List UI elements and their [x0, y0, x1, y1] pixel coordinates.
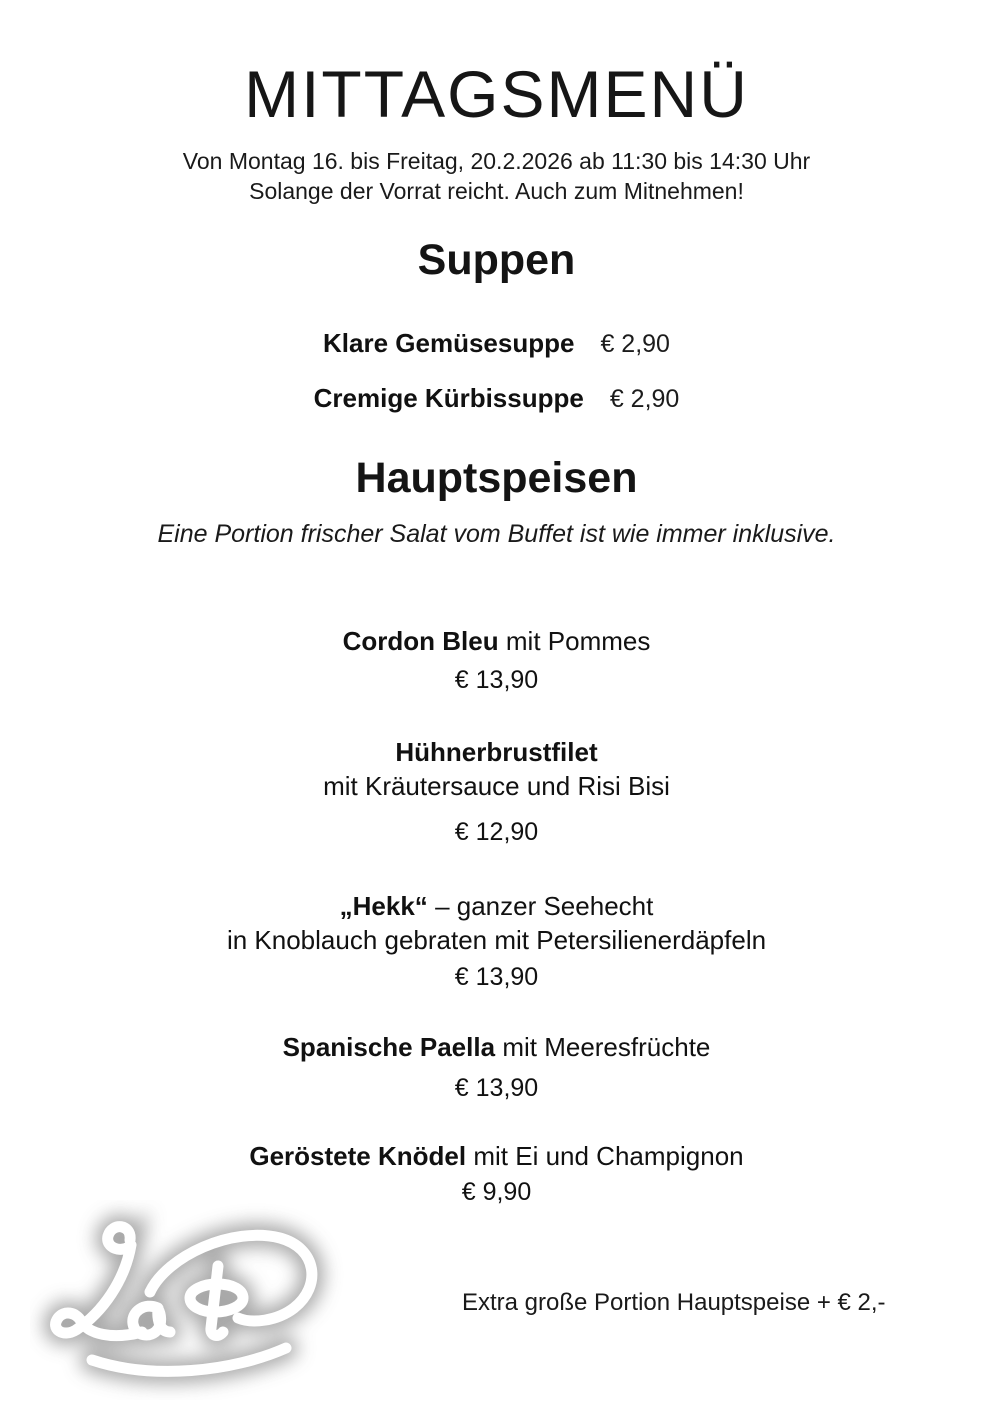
item-price: € 2,90	[609, 385, 680, 413]
item-price: € 13,90	[454, 1074, 539, 1102]
item-title-line	[0, 624, 993, 658]
item-title-line	[0, 889, 993, 923]
restaurant-script-logo	[30, 1200, 346, 1400]
item-description-line: mit Kräutersauce und Risi Bisi	[323, 771, 670, 801]
item-name: Spanische Paella	[282, 1032, 496, 1062]
item-price: € 12,90	[454, 818, 539, 846]
menu-item-soup-2	[0, 381, 993, 416]
item-price: € 13,90	[454, 666, 539, 694]
item-price: € 2,90	[600, 330, 670, 358]
subtitle-line-2: Solange der Vorrat reicht. Auch zum Mitnehmen!	[249, 178, 744, 204]
item-title-line	[0, 1030, 993, 1064]
menu-item-soup-1	[0, 326, 993, 361]
menu-item-main-1	[0, 624, 993, 697]
section-heading-suppen: Suppen	[417, 236, 576, 284]
subtitle-line-1: Von Montag 16. bis Freitag, 20.2.2026 ab 11:30 bis 14:30 Uhr	[182, 148, 811, 174]
item-name: Geröstete Knödel	[249, 1141, 467, 1171]
item-name: Klare Gemüsesuppe	[323, 328, 575, 358]
item-description-inline: mit Ei und Champignon	[473, 1141, 744, 1171]
item-title-line	[0, 735, 993, 769]
item-name: Hühnerbrustfilet	[395, 737, 598, 767]
menu-item-main-4	[0, 1030, 993, 1105]
menu-subtitle	[0, 146, 993, 206]
logo-graphic	[30, 1200, 346, 1400]
item-price: € 13,90	[454, 963, 539, 991]
item-description-inline: mit Meeresfrüchte	[502, 1032, 711, 1062]
menu-item-main-3	[0, 889, 993, 994]
item-description-inline: mit Pommes	[505, 626, 651, 656]
item-name: „Hekk“	[339, 891, 428, 921]
salad-inclusive-note: Eine Portion frischer Salat vom Buffet ist wie immer inklusive.	[157, 520, 836, 548]
item-title-line	[0, 1139, 993, 1173]
menu-item-main-5	[0, 1139, 993, 1209]
menu-item-main-2	[0, 735, 993, 849]
section-heading-hauptspeisen: Hauptspeisen	[355, 454, 638, 502]
item-description-inline: – ganzer Seehecht	[435, 891, 654, 921]
extra-portion-note: Extra große Portion Hauptspeise + € 2,-	[462, 1289, 886, 1316]
item-name: Cordon Bleu	[342, 626, 499, 656]
page-title: MITTAGSMENÜ	[244, 57, 749, 131]
item-price: € 9,90	[461, 1178, 532, 1206]
item-description-line: in Knoblauch gebraten mit Petersilienerdäpfeln	[226, 925, 767, 955]
item-name: Cremige Kürbissuppe	[313, 383, 584, 413]
